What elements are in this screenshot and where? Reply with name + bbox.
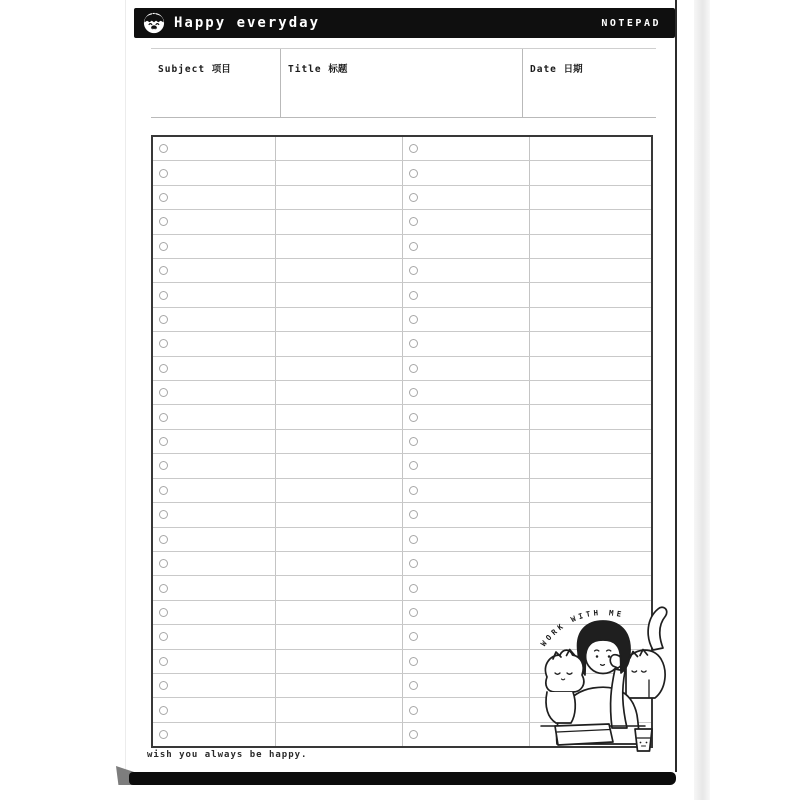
checklist-cell-with-circle: [403, 479, 530, 502]
table-row: [153, 357, 651, 381]
table-row: [153, 137, 651, 161]
checklist-cell: [530, 283, 651, 306]
checkbox-circle: [159, 706, 168, 715]
checkbox-circle: [159, 315, 168, 324]
checklist-cell: [276, 576, 403, 599]
checkbox-circle: [409, 242, 418, 251]
checklist-cell-with-circle: [153, 552, 276, 575]
subject-field: [151, 49, 281, 118]
checkbox-circle: [159, 657, 168, 666]
checklist-cell: [276, 674, 403, 697]
checkbox-circle: [409, 608, 418, 617]
checkbox-circle: [159, 437, 168, 446]
checkbox-circle: [159, 486, 168, 495]
table-row: [153, 259, 651, 283]
table-row: [153, 161, 651, 185]
checklist-cell-with-circle: [403, 381, 530, 404]
checkbox-circle: [409, 169, 418, 178]
checklist-cell-with-circle: [153, 576, 276, 599]
checklist-cell-with-circle: [403, 357, 530, 380]
checklist-cell-with-circle: [153, 308, 276, 331]
checklist-cell: [530, 235, 651, 258]
checkbox-circle: [409, 486, 418, 495]
table-row: [153, 552, 651, 576]
checklist-cell: [276, 601, 403, 624]
checkbox-circle: [159, 339, 168, 348]
checklist-cell-with-circle: [403, 405, 530, 428]
checklist-cell-with-circle: [153, 650, 276, 673]
checklist-cell-with-circle: [403, 625, 530, 648]
checklist-cell-with-circle: [153, 454, 276, 477]
checklist-cell: [530, 186, 651, 209]
checklist-cell-with-circle: [153, 235, 276, 258]
checklist-cell-with-circle: [153, 137, 276, 160]
checkbox-circle: [159, 364, 168, 373]
table-row: [153, 308, 651, 332]
checklist-cell: [276, 503, 403, 526]
checklist-cell: [276, 381, 403, 404]
table-row: [153, 528, 651, 552]
checklist-cell: [276, 552, 403, 575]
checklist-cell: [276, 405, 403, 428]
table-row: [153, 503, 651, 527]
table-row: [153, 381, 651, 405]
title-field: [281, 49, 523, 118]
checklist-cell-with-circle: [403, 137, 530, 160]
checklist-cell: [530, 381, 651, 404]
checklist-cell-with-circle: [403, 528, 530, 551]
checkbox-circle: [159, 193, 168, 202]
checklist-cell: [530, 454, 651, 477]
checklist-cell-with-circle: [153, 723, 276, 746]
date-field: [523, 49, 656, 118]
fields-row: [151, 48, 656, 118]
subject-label: Subject 项目: [158, 64, 231, 75]
checkbox-circle: [159, 388, 168, 397]
checkbox-circle: [159, 559, 168, 568]
checkbox-circle: [409, 681, 418, 690]
checklist-cell: [530, 210, 651, 233]
footer-message: wish you always be happy.: [147, 750, 308, 760]
table-row: [153, 405, 651, 429]
checklist-cell-with-circle: [153, 503, 276, 526]
checklist-cell: [530, 405, 651, 428]
checklist-cell-with-circle: [403, 454, 530, 477]
checkbox-circle: [409, 388, 418, 397]
checkbox-circle: [159, 461, 168, 470]
checkbox-circle: [159, 266, 168, 275]
checklist-cell-with-circle: [403, 210, 530, 233]
checklist-cell: [276, 210, 403, 233]
checklist-cell: [276, 625, 403, 648]
checklist-cell-with-circle: [403, 332, 530, 355]
table-row: [153, 454, 651, 478]
checkbox-circle: [159, 535, 168, 544]
checklist-cell-with-circle: [153, 357, 276, 380]
checklist-cell: [530, 552, 651, 575]
checklist-cell-with-circle: [153, 332, 276, 355]
work-with-me-caption: WORK WITH ME: [538, 608, 625, 649]
checklist-cell: [276, 479, 403, 502]
checkbox-circle: [409, 217, 418, 226]
checkbox-circle: [409, 706, 418, 715]
notepad-bottom-edge: [129, 772, 676, 785]
notepad-label: NOTEPAD: [601, 17, 661, 29]
checkbox-circle: [409, 437, 418, 446]
checklist-cell-with-circle: [403, 503, 530, 526]
checklist-cell-with-circle: [403, 186, 530, 209]
table-row: [153, 332, 651, 356]
checklist-cell: [530, 161, 651, 184]
checkbox-circle: [409, 413, 418, 422]
checkbox-circle: [409, 632, 418, 641]
checklist-cell-with-circle: [403, 601, 530, 624]
checkbox-circle: [409, 559, 418, 568]
checkbox-circle: [159, 144, 168, 153]
checkbox-circle: [159, 413, 168, 422]
table-row: [153, 210, 651, 234]
checkbox-circle: [409, 266, 418, 275]
checkbox-circle: [159, 169, 168, 178]
checkbox-circle: [409, 657, 418, 666]
girl-with-cats-illustration: [527, 598, 679, 756]
checkbox-circle: [159, 217, 168, 226]
checkbox-circle: [409, 461, 418, 470]
table-row: [153, 479, 651, 503]
checklist-cell-with-circle: [403, 308, 530, 331]
checklist-cell: [276, 235, 403, 258]
date-label: Date 日期: [530, 64, 583, 75]
checklist-cell: [530, 503, 651, 526]
checkbox-circle: [159, 681, 168, 690]
checklist-cell: [530, 259, 651, 282]
checklist-cell-with-circle: [403, 576, 530, 599]
checkbox-circle: [159, 584, 168, 593]
background-shadow-band: [694, 0, 710, 800]
checklist-cell: [276, 332, 403, 355]
checkbox-circle: [409, 510, 418, 519]
boy-face-logo-icon: [143, 12, 165, 34]
checklist-cell: [530, 479, 651, 502]
checklist-cell: [276, 357, 403, 380]
checkbox-circle: [409, 291, 418, 300]
checklist-cell: [276, 259, 403, 282]
checklist-cell-with-circle: [403, 674, 530, 697]
checkbox-circle: [409, 364, 418, 373]
checklist-cell-with-circle: [153, 601, 276, 624]
checkbox-circle: [159, 632, 168, 641]
checkbox-circle: [159, 510, 168, 519]
checklist-cell-with-circle: [153, 161, 276, 184]
checklist-cell: [276, 650, 403, 673]
checklist-cell-with-circle: [403, 430, 530, 453]
checkbox-circle: [159, 242, 168, 251]
checklist-cell-with-circle: [153, 528, 276, 551]
table-row: [153, 235, 651, 259]
checklist-cell: [276, 698, 403, 721]
checklist-cell-with-circle: [403, 283, 530, 306]
checklist-cell: [276, 528, 403, 551]
checklist-cell-with-circle: [153, 381, 276, 404]
checklist-cell-with-circle: [153, 186, 276, 209]
checklist-cell: [276, 186, 403, 209]
checkbox-circle: [409, 144, 418, 153]
checklist-cell-with-circle: [153, 259, 276, 282]
checkbox-circle: [409, 730, 418, 739]
checklist-cell: [276, 283, 403, 306]
checklist-cell: [276, 723, 403, 746]
header-bar: [134, 8, 675, 38]
checkbox-circle: [409, 339, 418, 348]
checklist-cell-with-circle: [153, 210, 276, 233]
checklist-cell: [530, 576, 651, 599]
checkbox-circle: [159, 608, 168, 617]
checklist-cell-with-circle: [403, 259, 530, 282]
checklist-cell-with-circle: [153, 625, 276, 648]
checklist-cell-with-circle: [153, 479, 276, 502]
checklist-cell: [530, 308, 651, 331]
table-row: [153, 186, 651, 210]
checklist-cell-with-circle: [153, 674, 276, 697]
checklist-cell: [530, 137, 651, 160]
checklist-cell: [530, 430, 651, 453]
checkbox-circle: [159, 730, 168, 739]
checkbox-circle: [409, 315, 418, 324]
checklist-cell-with-circle: [153, 405, 276, 428]
notepad-page: [125, 0, 677, 772]
checklist-cell: [276, 308, 403, 331]
checklist-cell: [530, 332, 651, 355]
checkbox-circle: [409, 535, 418, 544]
checklist-cell-with-circle: [153, 430, 276, 453]
table-row: [153, 430, 651, 454]
checklist-cell-with-circle: [153, 698, 276, 721]
checklist-cell-with-circle: [403, 235, 530, 258]
checkbox-circle: [159, 291, 168, 300]
checklist-cell-with-circle: [403, 161, 530, 184]
checklist-cell: [276, 161, 403, 184]
checklist-cell-with-circle: [403, 698, 530, 721]
checklist-cell-with-circle: [403, 552, 530, 575]
checkbox-circle: [409, 584, 418, 593]
brand-title: Happy everyday: [174, 15, 321, 31]
checklist-cell: [276, 454, 403, 477]
checklist-cell-with-circle: [403, 650, 530, 673]
table-row: [153, 283, 651, 307]
checkbox-circle: [409, 193, 418, 202]
checklist-cell: [530, 357, 651, 380]
checklist-cell-with-circle: [403, 723, 530, 746]
checklist-cell: [276, 137, 403, 160]
checklist-cell-with-circle: [153, 283, 276, 306]
title-label: Title 标题: [288, 64, 348, 75]
checklist-cell: [530, 528, 651, 551]
checklist-cell: [276, 430, 403, 453]
